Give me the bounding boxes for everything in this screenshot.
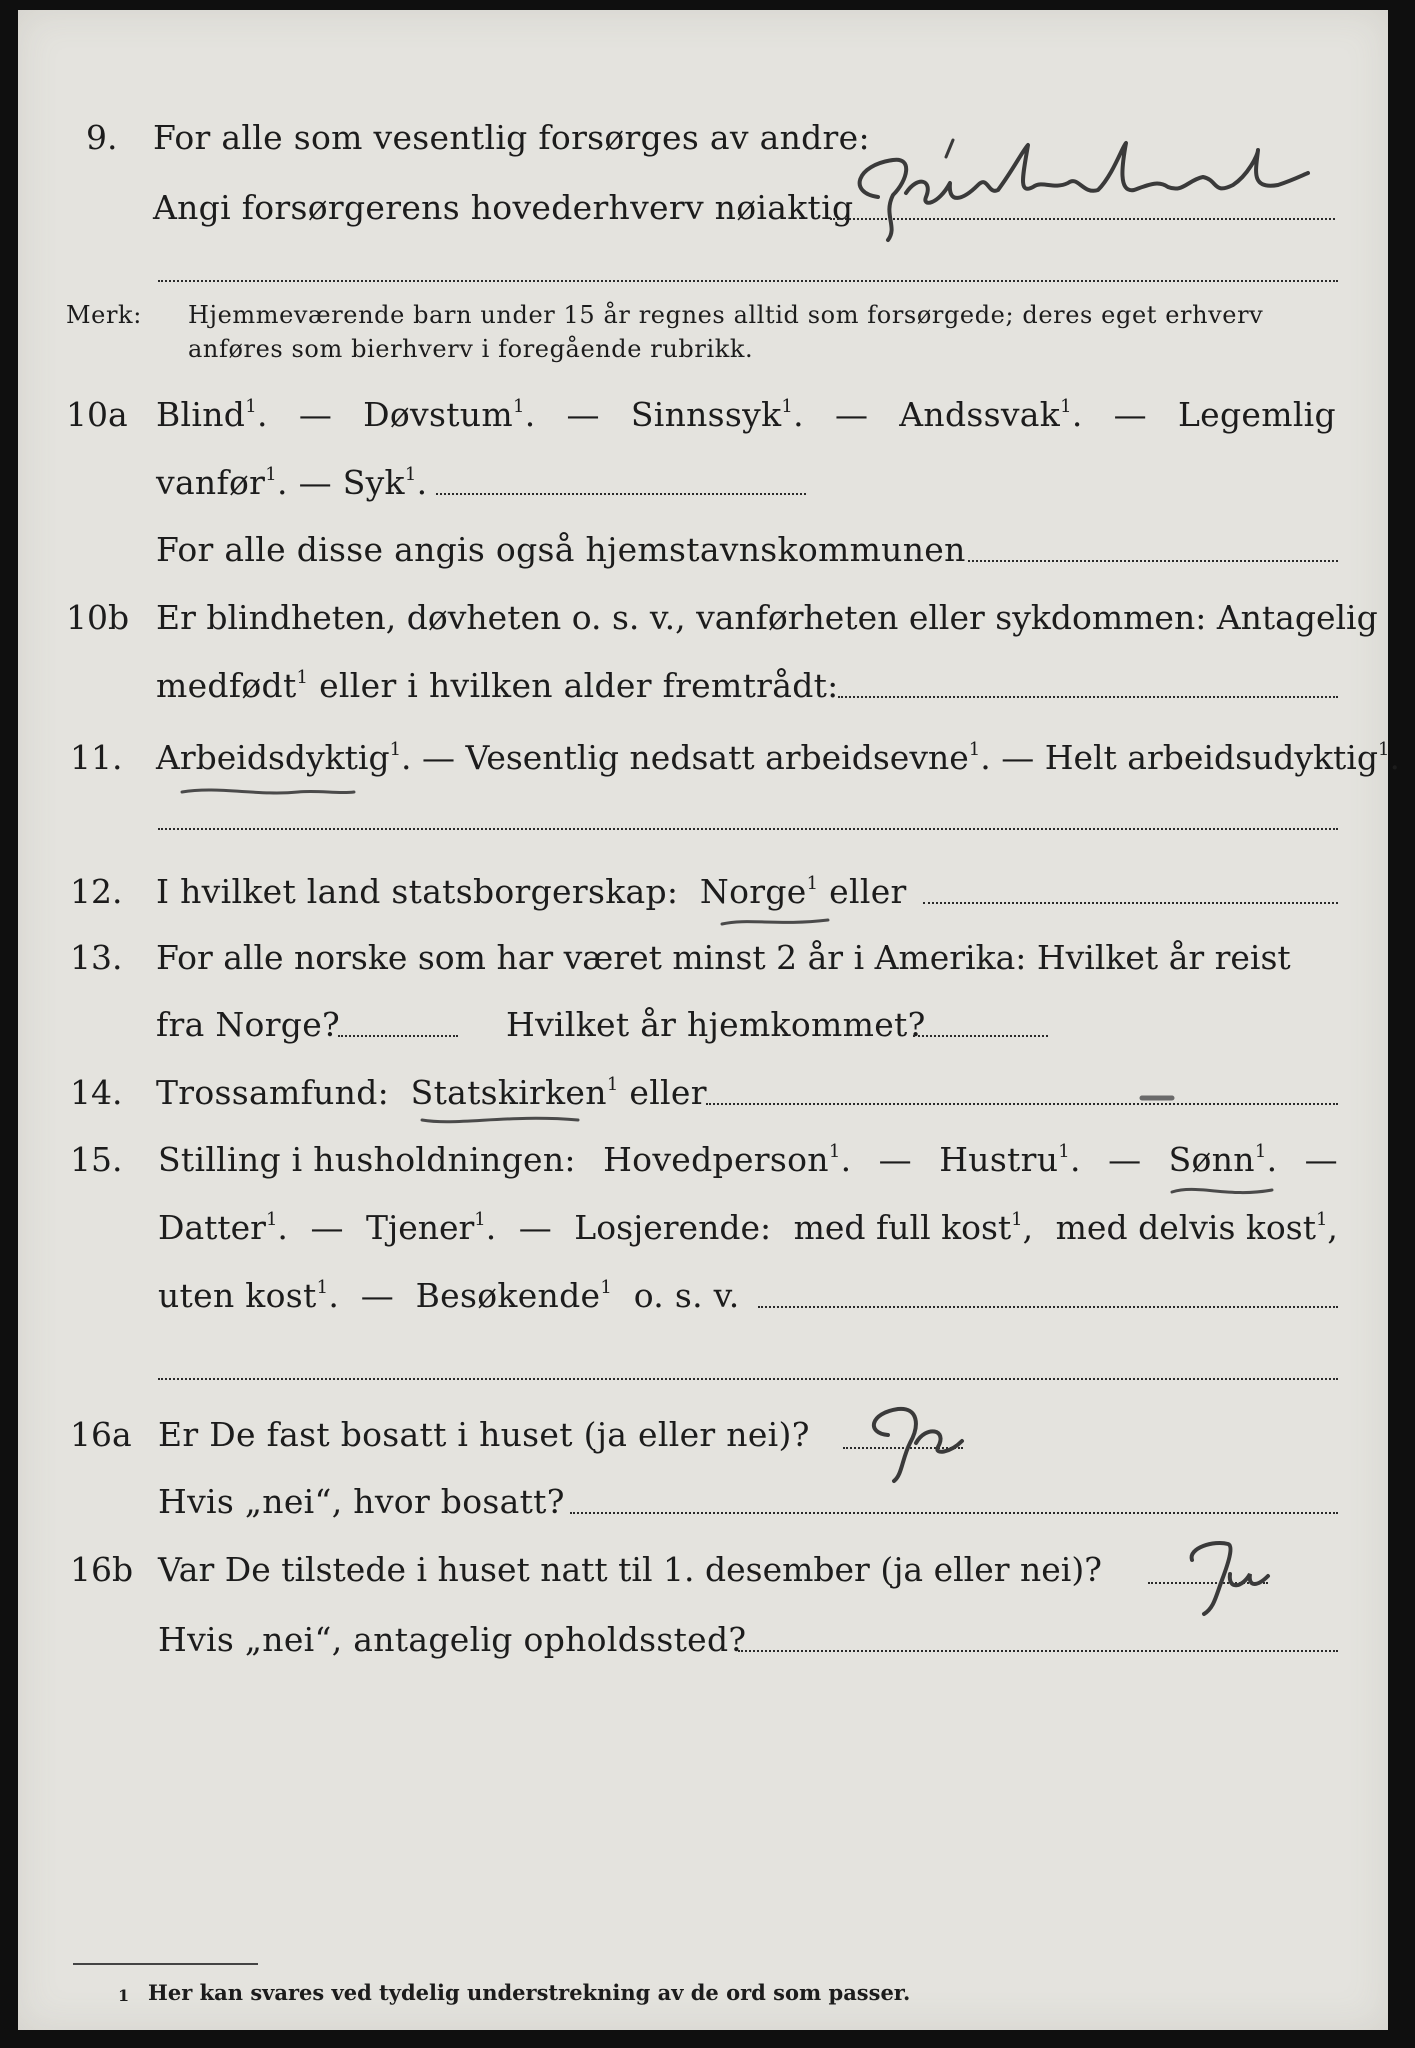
merk-line1: Hjemmeværende barn under 15 år regnes alltid som forsørgede; deres eget erhverv [188, 301, 1264, 329]
q11-number: 11. [70, 738, 123, 777]
q14-opt-statskirken: Statskirken [410, 1073, 607, 1112]
q15-opt-full-kost: med full kost [793, 1208, 1012, 1247]
q15-line2: Datter$^1$. — Tjener$^1$. — Losjerende: med full kost$^1$, med delvis kost$^1$, [158, 1208, 1338, 1247]
q15-answer-line [758, 1306, 1338, 1308]
q14-pencil-mark [1138, 1090, 1178, 1106]
q15-opt-datter: Datter [158, 1208, 266, 1247]
q13-hjemkommet-line [913, 1035, 1048, 1037]
q15-opt-delvis-kost: med delvis kost [1055, 1208, 1316, 1247]
q11-opt-nedsatt: Vesentlig nedsatt arbeidsevne [465, 738, 969, 777]
q15-opt-hustru: Hustru [939, 1140, 1059, 1179]
q16a-number: 16a [70, 1415, 132, 1454]
q16a-line1: Er De fast bosatt i huset (ja eller nei)? [158, 1415, 810, 1454]
q10a-opt-andssvak: Andssvak [899, 395, 1061, 434]
q14-line: Trossamfund: Statskirken$^1$ eller [156, 1073, 707, 1112]
q9-line2: Angi forsørgerens hovederhverv nøiaktig [153, 188, 854, 227]
q14-number: 14. [70, 1073, 123, 1112]
q14-underline-mark [418, 1110, 588, 1132]
q15-opt-besokende: Besøkende [415, 1276, 601, 1315]
q16a-line2: Hvis „nei“, hvor bosatt? [158, 1482, 565, 1521]
q15-line1: Stilling i husholdningen: Hovedperson$^1$. — Hustru$^1$. — Sønn$^1$. — [158, 1140, 1338, 1179]
q15-opt-uten-kost: uten kost [158, 1276, 317, 1315]
q15-opt-sonn: Sønn [1168, 1140, 1255, 1179]
q10b-answer-line [838, 696, 1338, 698]
q13-line1: For alle norske som har været minst 2 år i Amerika: Hvilket år reist [156, 938, 1291, 977]
q10a-opt-syk: Syk [342, 463, 405, 502]
q11-opt-udyktig: Helt arbeidsudyktig [1044, 738, 1378, 777]
q10a-kommune-line [968, 560, 1338, 562]
q10b-line1: Er blindheten, døvheten o. s. v., vanførheten eller sykdommen: Antagelig [156, 598, 1378, 637]
q10b-line2: medfødt$^1$ eller i hvilken alder fremtrådt: [156, 666, 839, 705]
census-form-page [18, 10, 1400, 2030]
q12-number: 12. [70, 872, 123, 911]
q16b-line1: Var De tilstede i huset natt til 1. desember (ja eller nei)? [158, 1550, 1102, 1589]
footnote-text: Her kan svares ved tydelig understrekning av de ord som passer. [148, 1980, 911, 2005]
q12-answer-line [923, 902, 1338, 904]
q12-opt-norge: Norge [699, 872, 807, 911]
q10a-opt-vanfor: vanfør [156, 463, 266, 502]
q10a-opt-dovstum: Døvstum [363, 395, 513, 434]
q16b-line2: Hvis „nei“, antagelig opholdssted? [158, 1620, 747, 1659]
q11-underline-mark [178, 780, 358, 810]
q11-opt-arbeidsdyktig: Arbeidsdyktig [156, 738, 390, 777]
q10b-number: 10b [66, 598, 130, 637]
q13-line2b: Hvilket år hjemkommet? [506, 1005, 926, 1044]
q10a-line1: Blind$^1$. — Døvstum$^1$. — Sinnssyk$^1$. — Andssvak$^1$. — Legemlig [156, 395, 1336, 434]
q10a-line3: For alle disse angis også hjemstavnskommunen [156, 530, 966, 569]
q14-answer-line [706, 1103, 1338, 1105]
q13-line2a: fra Norge? [156, 1005, 341, 1044]
q15-line3: uten kost$^1$. — Besøkende$^1$ o. s. v. [158, 1276, 740, 1315]
q9-handwritten-answer [838, 135, 1318, 245]
q10a-syk-line [436, 493, 806, 495]
q15-number: 15. [70, 1140, 123, 1179]
q15-extra-line [158, 1378, 1338, 1380]
q16b-handwritten-answer [1168, 1530, 1288, 1620]
q12-line: I hvilket land statsborgerskap: Norge$^1$ eller [156, 872, 907, 911]
merk-line2: anføres som bierhverv i foregående rubrikk. [188, 335, 754, 363]
footnote-mark: 1 [118, 1986, 130, 2005]
q15-opt-hovedperson: Hovedperson [603, 1140, 829, 1179]
footnote-rule [73, 1963, 258, 1965]
q10a-number: 10a [66, 395, 128, 434]
q16b-number: 16b [70, 1550, 134, 1589]
q10a-opt-sinnssyk: Sinnssyk [630, 395, 782, 434]
q9-number: 9. [86, 118, 118, 157]
q16b-opholdssted-line [738, 1650, 1338, 1652]
q10a-opt-blind: Blind [156, 395, 246, 434]
q16a-handwritten-answer [858, 1395, 978, 1485]
q9-line1: For alle som vesentlig forsørges av andre: [153, 118, 870, 157]
q9-extra-line [158, 280, 1338, 282]
q15-underline-mark [1168, 1180, 1278, 1204]
q12-underline-mark [718, 912, 838, 934]
q11-line: Arbeidsdyktig$^1$. — Vesentlig nedsatt arbeidsevne$^1$. — Helt arbeidsudyktig$^1$. [156, 738, 1400, 777]
q15-opt-tjener: Tjener [365, 1208, 475, 1247]
q16a-bosatt-line [570, 1512, 1338, 1514]
merk-label: Merk: [66, 301, 142, 329]
q10b-opt-medfodt: medfødt [156, 666, 297, 705]
q13-reist-line [338, 1035, 458, 1037]
q15-opt-losjerende: Losjerende: [574, 1208, 772, 1247]
q10a-opt-legemlig: Legemlig [1177, 395, 1336, 434]
q13-number: 13. [70, 938, 123, 977]
q10a-line2: vanfør$^1$. — Syk$^1$. [156, 463, 428, 502]
q11-answer-line [158, 828, 1338, 830]
